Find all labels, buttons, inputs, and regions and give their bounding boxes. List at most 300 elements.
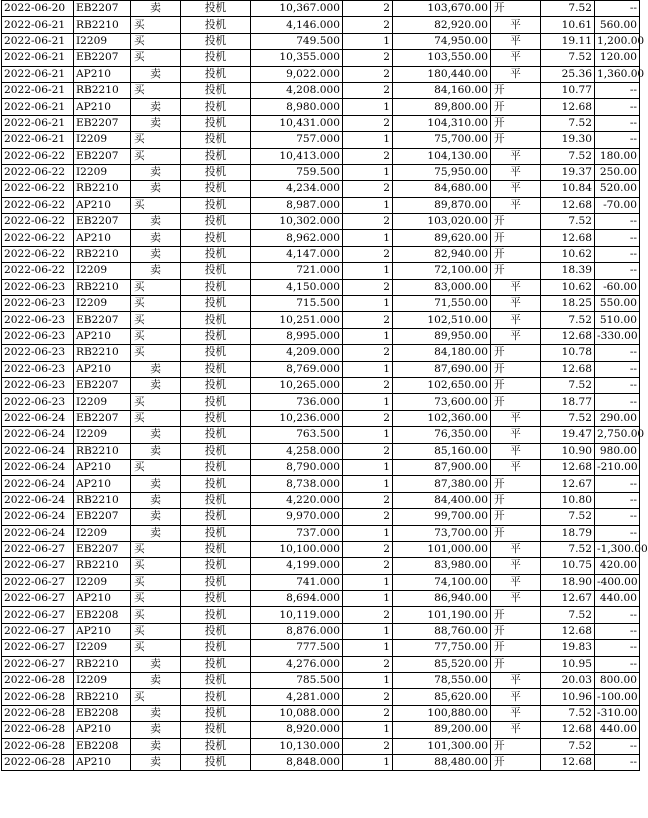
quantity-cell: 1 bbox=[343, 673, 393, 689]
open-close-cell: 开 bbox=[491, 214, 541, 230]
amount-cell: 104,130.00 bbox=[393, 148, 491, 164]
direction-cell: 买 bbox=[131, 33, 181, 49]
quantity-cell: 1 bbox=[343, 197, 393, 213]
table-row bbox=[2, 1, 640, 17]
fee-cell: 18.39 bbox=[541, 263, 595, 279]
amount-cell: 84,400.00 bbox=[393, 492, 491, 508]
table-row bbox=[2, 656, 640, 672]
contract-cell: RB2210 bbox=[74, 82, 131, 98]
trade-type-cell: 投机 bbox=[181, 623, 251, 639]
price-cell: 4,208.000 bbox=[251, 82, 343, 98]
price-cell: 10,119.000 bbox=[251, 607, 343, 623]
amount-cell: 88,760.00 bbox=[393, 623, 491, 639]
table-row bbox=[2, 427, 640, 443]
open-close-cell: 开 bbox=[491, 345, 541, 361]
direction-cell: 卖 bbox=[131, 361, 181, 377]
trade-date-cell: 2022-06-22 bbox=[2, 263, 74, 279]
direction-cell: 卖 bbox=[131, 164, 181, 180]
table-row bbox=[2, 279, 640, 295]
trade-type-cell: 投机 bbox=[181, 132, 251, 148]
profit-loss-cell: 120.00 bbox=[595, 50, 640, 66]
trade-date-cell: 2022-06-22 bbox=[2, 181, 74, 197]
amount-cell: 75,700.00 bbox=[393, 132, 491, 148]
price-cell: 10,367.000 bbox=[251, 1, 343, 17]
amount-cell: 71,550.00 bbox=[393, 296, 491, 312]
profit-loss-cell: -- bbox=[595, 246, 640, 262]
quantity-cell: 1 bbox=[343, 722, 393, 738]
profit-loss-cell: -- bbox=[595, 230, 640, 246]
trade-date-cell: 2022-06-21 bbox=[2, 66, 74, 82]
trade-type-cell: 投机 bbox=[181, 312, 251, 328]
trade-type-cell: 投机 bbox=[181, 509, 251, 525]
profit-loss-cell: -210.00 bbox=[595, 459, 640, 475]
price-cell: 763.500 bbox=[251, 427, 343, 443]
trade-date-cell: 2022-06-23 bbox=[2, 296, 74, 312]
fee-cell: 19.83 bbox=[541, 640, 595, 656]
quantity-cell: 2 bbox=[343, 148, 393, 164]
open-close-cell: 平 bbox=[491, 591, 541, 607]
table-row bbox=[2, 115, 640, 131]
fee-cell: 12.68 bbox=[541, 623, 595, 639]
direction-cell: 卖 bbox=[131, 214, 181, 230]
amount-cell: 101,190.00 bbox=[393, 607, 491, 623]
trade-type-cell: 投机 bbox=[181, 443, 251, 459]
trade-date-cell: 2022-06-21 bbox=[2, 50, 74, 66]
open-close-cell: 平 bbox=[491, 33, 541, 49]
amount-cell: 103,020.00 bbox=[393, 214, 491, 230]
price-cell: 4,220.000 bbox=[251, 492, 343, 508]
amount-cell: 75,950.00 bbox=[393, 164, 491, 180]
fee-cell: 7.52 bbox=[541, 1, 595, 17]
table-row bbox=[2, 623, 640, 639]
open-close-cell: 开 bbox=[491, 361, 541, 377]
trade-date-cell: 2022-06-23 bbox=[2, 394, 74, 410]
price-cell: 10,088.000 bbox=[251, 705, 343, 721]
trade-date-cell: 2022-06-28 bbox=[2, 722, 74, 738]
trade-type-cell: 投机 bbox=[181, 394, 251, 410]
profit-loss-cell: -- bbox=[595, 214, 640, 230]
contract-cell: I2209 bbox=[74, 132, 131, 148]
contract-cell: EB2207 bbox=[74, 312, 131, 328]
fee-cell: 19.30 bbox=[541, 132, 595, 148]
profit-loss-cell: -- bbox=[595, 525, 640, 541]
trade-type-cell: 投机 bbox=[181, 754, 251, 770]
price-cell: 10,265.000 bbox=[251, 377, 343, 393]
direction-cell: 买 bbox=[131, 623, 181, 639]
trade-date-cell: 2022-06-24 bbox=[2, 427, 74, 443]
fee-cell: 7.52 bbox=[541, 214, 595, 230]
contract-cell: I2209 bbox=[74, 263, 131, 279]
trade-type-cell: 投机 bbox=[181, 640, 251, 656]
quantity-cell: 2 bbox=[343, 541, 393, 557]
contract-cell: EB2207 bbox=[74, 148, 131, 164]
profit-loss-cell: -- bbox=[595, 132, 640, 148]
fee-cell: 7.52 bbox=[541, 50, 595, 66]
price-cell: 4,147.000 bbox=[251, 246, 343, 262]
profit-loss-cell: -- bbox=[595, 656, 640, 672]
direction-cell: 卖 bbox=[131, 525, 181, 541]
direction-cell: 买 bbox=[131, 558, 181, 574]
trade-date-cell: 2022-06-22 bbox=[2, 230, 74, 246]
contract-cell: EB2207 bbox=[74, 50, 131, 66]
trade-type-cell: 投机 bbox=[181, 689, 251, 705]
direction-cell: 卖 bbox=[131, 754, 181, 770]
profit-loss-cell: 520.00 bbox=[595, 181, 640, 197]
quantity-cell: 2 bbox=[343, 509, 393, 525]
amount-cell: 89,200.00 bbox=[393, 722, 491, 738]
open-close-cell: 平 bbox=[491, 181, 541, 197]
trade-date-cell: 2022-06-23 bbox=[2, 328, 74, 344]
quantity-cell: 2 bbox=[343, 705, 393, 721]
price-cell: 8,987.000 bbox=[251, 197, 343, 213]
trade-type-cell: 投机 bbox=[181, 115, 251, 131]
price-cell: 8,848.000 bbox=[251, 754, 343, 770]
open-close-cell: 平 bbox=[491, 66, 541, 82]
fee-cell: 19.47 bbox=[541, 427, 595, 443]
contract-cell: AP210 bbox=[74, 754, 131, 770]
price-cell: 8,980.000 bbox=[251, 99, 343, 115]
open-close-cell: 开 bbox=[491, 492, 541, 508]
contract-cell: RB2210 bbox=[74, 656, 131, 672]
contract-cell: I2209 bbox=[74, 673, 131, 689]
quantity-cell: 2 bbox=[343, 246, 393, 262]
table-row bbox=[2, 574, 640, 590]
direction-cell: 买 bbox=[131, 459, 181, 475]
price-cell: 4,276.000 bbox=[251, 656, 343, 672]
fee-cell: 12.68 bbox=[541, 459, 595, 475]
contract-cell: I2209 bbox=[74, 33, 131, 49]
contract-cell: AP210 bbox=[74, 328, 131, 344]
trade-date-cell: 2022-06-27 bbox=[2, 574, 74, 590]
quantity-cell: 2 bbox=[343, 558, 393, 574]
contract-cell: AP210 bbox=[74, 99, 131, 115]
contract-cell: EB2208 bbox=[74, 738, 131, 754]
fee-cell: 12.67 bbox=[541, 591, 595, 607]
trade-type-cell: 投机 bbox=[181, 197, 251, 213]
price-cell: 4,209.000 bbox=[251, 345, 343, 361]
table-row bbox=[2, 50, 640, 66]
contract-cell: EB2207 bbox=[74, 541, 131, 557]
contract-cell: AP210 bbox=[74, 361, 131, 377]
open-close-cell: 平 bbox=[491, 17, 541, 33]
amount-cell: 104,310.00 bbox=[393, 115, 491, 131]
amount-cell: 72,100.00 bbox=[393, 263, 491, 279]
price-cell: 10,302.000 bbox=[251, 214, 343, 230]
trade-type-cell: 投机 bbox=[181, 263, 251, 279]
quantity-cell: 1 bbox=[343, 640, 393, 656]
trade-type-cell: 投机 bbox=[181, 148, 251, 164]
table-row bbox=[2, 722, 640, 738]
trade-date-cell: 2022-06-24 bbox=[2, 410, 74, 426]
profit-loss-cell: -330.00 bbox=[595, 328, 640, 344]
direction-cell: 卖 bbox=[131, 377, 181, 393]
profit-loss-cell: 2,750.00 bbox=[595, 427, 640, 443]
quantity-cell: 2 bbox=[343, 115, 393, 131]
contract-cell: AP210 bbox=[74, 591, 131, 607]
table-row bbox=[2, 541, 640, 557]
open-close-cell: 开 bbox=[491, 230, 541, 246]
fee-cell: 10.78 bbox=[541, 345, 595, 361]
table-row bbox=[2, 33, 640, 49]
trade-date-cell: 2022-06-21 bbox=[2, 99, 74, 115]
profit-loss-cell: -- bbox=[595, 99, 640, 115]
price-cell: 8,995.000 bbox=[251, 328, 343, 344]
trade-type-cell: 投机 bbox=[181, 17, 251, 33]
profit-loss-cell: -- bbox=[595, 394, 640, 410]
fee-cell: 7.52 bbox=[541, 541, 595, 557]
trade-date-cell: 2022-06-28 bbox=[2, 689, 74, 705]
profit-loss-cell: 180.00 bbox=[595, 148, 640, 164]
trade-type-cell: 投机 bbox=[181, 541, 251, 557]
profit-loss-cell: -- bbox=[595, 82, 640, 98]
contract-cell: EB2207 bbox=[74, 214, 131, 230]
table-row bbox=[2, 525, 640, 541]
contract-cell: EB2208 bbox=[74, 607, 131, 623]
contract-cell: EB2207 bbox=[74, 410, 131, 426]
table-row bbox=[2, 230, 640, 246]
trade-date-cell: 2022-06-27 bbox=[2, 656, 74, 672]
contract-cell: RB2210 bbox=[74, 558, 131, 574]
fee-cell: 12.68 bbox=[541, 754, 595, 770]
table-row bbox=[2, 410, 640, 426]
table-row bbox=[2, 296, 640, 312]
trade-date-cell: 2022-06-24 bbox=[2, 492, 74, 508]
fee-cell: 25.36 bbox=[541, 66, 595, 82]
quantity-cell: 1 bbox=[343, 754, 393, 770]
direction-cell: 卖 bbox=[131, 476, 181, 492]
amount-cell: 84,160.00 bbox=[393, 82, 491, 98]
quantity-cell: 2 bbox=[343, 279, 393, 295]
open-close-cell: 开 bbox=[491, 82, 541, 98]
contract-cell: I2209 bbox=[74, 640, 131, 656]
amount-cell: 102,360.00 bbox=[393, 410, 491, 426]
profit-loss-cell: 510.00 bbox=[595, 312, 640, 328]
open-close-cell: 开 bbox=[491, 263, 541, 279]
amount-cell: 84,180.00 bbox=[393, 345, 491, 361]
contract-cell: RB2210 bbox=[74, 443, 131, 459]
price-cell: 4,150.000 bbox=[251, 279, 343, 295]
trade-date-cell: 2022-06-20 bbox=[2, 1, 74, 17]
contract-cell: I2209 bbox=[74, 394, 131, 410]
direction-cell: 买 bbox=[131, 17, 181, 33]
amount-cell: 87,900.00 bbox=[393, 459, 491, 475]
trade-date-cell: 2022-06-21 bbox=[2, 132, 74, 148]
amount-cell: 73,700.00 bbox=[393, 525, 491, 541]
amount-cell: 82,920.00 bbox=[393, 17, 491, 33]
table-row bbox=[2, 558, 640, 574]
quantity-cell: 2 bbox=[343, 492, 393, 508]
direction-cell: 卖 bbox=[131, 738, 181, 754]
trade-type-cell: 投机 bbox=[181, 492, 251, 508]
profit-loss-cell: -70.00 bbox=[595, 197, 640, 213]
quantity-cell: 2 bbox=[343, 656, 393, 672]
direction-cell: 买 bbox=[131, 689, 181, 705]
amount-cell: 83,000.00 bbox=[393, 279, 491, 295]
contract-cell: AP210 bbox=[74, 66, 131, 82]
fee-cell: 10.96 bbox=[541, 689, 595, 705]
trade-type-cell: 投机 bbox=[181, 410, 251, 426]
price-cell: 785.500 bbox=[251, 673, 343, 689]
trade-date-cell: 2022-06-21 bbox=[2, 82, 74, 98]
table-row bbox=[2, 673, 640, 689]
trade-date-cell: 2022-06-23 bbox=[2, 361, 74, 377]
quantity-cell: 1 bbox=[343, 296, 393, 312]
table-row bbox=[2, 82, 640, 98]
profit-loss-cell: 550.00 bbox=[595, 296, 640, 312]
profit-loss-cell: 800.00 bbox=[595, 673, 640, 689]
price-cell: 8,790.000 bbox=[251, 459, 343, 475]
profit-loss-cell: -60.00 bbox=[595, 279, 640, 295]
quantity-cell: 1 bbox=[343, 99, 393, 115]
price-cell: 4,199.000 bbox=[251, 558, 343, 574]
trade-type-cell: 投机 bbox=[181, 214, 251, 230]
contract-cell: I2209 bbox=[74, 296, 131, 312]
contract-cell: RB2210 bbox=[74, 181, 131, 197]
trade-type-cell: 投机 bbox=[181, 459, 251, 475]
fee-cell: 10.77 bbox=[541, 82, 595, 98]
trade-date-cell: 2022-06-28 bbox=[2, 738, 74, 754]
table-row bbox=[2, 689, 640, 705]
amount-cell: 74,950.00 bbox=[393, 33, 491, 49]
open-close-cell: 开 bbox=[491, 509, 541, 525]
amount-cell: 74,100.00 bbox=[393, 574, 491, 590]
fee-cell: 10.62 bbox=[541, 246, 595, 262]
price-cell: 8,920.000 bbox=[251, 722, 343, 738]
trade-date-cell: 2022-06-27 bbox=[2, 640, 74, 656]
trade-type-cell: 投机 bbox=[181, 525, 251, 541]
amount-cell: 88,480.00 bbox=[393, 754, 491, 770]
fee-cell: 7.52 bbox=[541, 410, 595, 426]
open-close-cell: 平 bbox=[491, 574, 541, 590]
direction-cell: 买 bbox=[131, 328, 181, 344]
direction-cell: 卖 bbox=[131, 509, 181, 525]
fee-cell: 10.80 bbox=[541, 492, 595, 508]
fee-cell: 7.52 bbox=[541, 607, 595, 623]
table-row bbox=[2, 17, 640, 33]
trade-date-cell: 2022-06-28 bbox=[2, 673, 74, 689]
trade-table-body bbox=[2, 1, 648, 771]
amount-cell: 100,880.00 bbox=[393, 705, 491, 721]
price-cell: 736.000 bbox=[251, 394, 343, 410]
trade-record-table bbox=[1, 0, 648, 771]
direction-cell: 买 bbox=[131, 279, 181, 295]
fee-cell: 18.90 bbox=[541, 574, 595, 590]
quantity-cell: 2 bbox=[343, 377, 393, 393]
contract-cell: RB2210 bbox=[74, 689, 131, 705]
contract-cell: RB2210 bbox=[74, 246, 131, 262]
price-cell: 10,100.000 bbox=[251, 541, 343, 557]
profit-loss-cell: -- bbox=[595, 115, 640, 131]
trade-date-cell: 2022-06-24 bbox=[2, 476, 74, 492]
fee-cell: 12.67 bbox=[541, 476, 595, 492]
contract-cell: AP210 bbox=[74, 623, 131, 639]
quantity-cell: 1 bbox=[343, 394, 393, 410]
contract-cell: RB2210 bbox=[74, 17, 131, 33]
quantity-cell: 2 bbox=[343, 689, 393, 705]
amount-cell: 103,550.00 bbox=[393, 50, 491, 66]
amount-cell: 101,300.00 bbox=[393, 738, 491, 754]
open-close-cell: 平 bbox=[491, 722, 541, 738]
trade-type-cell: 投机 bbox=[181, 705, 251, 721]
fee-cell: 7.52 bbox=[541, 377, 595, 393]
quantity-cell: 2 bbox=[343, 50, 393, 66]
open-close-cell: 平 bbox=[491, 427, 541, 443]
fee-cell: 7.52 bbox=[541, 148, 595, 164]
trade-date-cell: 2022-06-22 bbox=[2, 148, 74, 164]
amount-cell: 73,600.00 bbox=[393, 394, 491, 410]
quantity-cell: 2 bbox=[343, 345, 393, 361]
trade-type-cell: 投机 bbox=[181, 328, 251, 344]
contract-cell: RB2210 bbox=[74, 492, 131, 508]
profit-loss-cell: -- bbox=[595, 640, 640, 656]
quantity-cell: 2 bbox=[343, 738, 393, 754]
quantity-cell: 1 bbox=[343, 263, 393, 279]
table-row bbox=[2, 66, 640, 82]
price-cell: 10,130.000 bbox=[251, 738, 343, 754]
trade-type-cell: 投机 bbox=[181, 476, 251, 492]
profit-loss-cell: -- bbox=[595, 345, 640, 361]
open-close-cell: 开 bbox=[491, 476, 541, 492]
direction-cell: 买 bbox=[131, 50, 181, 66]
contract-cell: I2209 bbox=[74, 164, 131, 180]
profit-loss-cell: -- bbox=[595, 738, 640, 754]
direction-cell: 卖 bbox=[131, 66, 181, 82]
amount-cell: 89,800.00 bbox=[393, 99, 491, 115]
direction-cell: 卖 bbox=[131, 1, 181, 17]
amount-cell: 102,650.00 bbox=[393, 377, 491, 393]
quantity-cell: 2 bbox=[343, 312, 393, 328]
quantity-cell: 1 bbox=[343, 476, 393, 492]
profit-loss-cell: -- bbox=[595, 361, 640, 377]
amount-cell: 76,350.00 bbox=[393, 427, 491, 443]
trade-date-cell: 2022-06-23 bbox=[2, 377, 74, 393]
amount-cell: 77,750.00 bbox=[393, 640, 491, 656]
table-row bbox=[2, 345, 640, 361]
amount-cell: 103,670.00 bbox=[393, 1, 491, 17]
fee-cell: 10.84 bbox=[541, 181, 595, 197]
open-close-cell: 开 bbox=[491, 623, 541, 639]
quantity-cell: 1 bbox=[343, 427, 393, 443]
trade-date-cell: 2022-06-23 bbox=[2, 312, 74, 328]
profit-loss-cell: 440.00 bbox=[595, 722, 640, 738]
open-close-cell: 开 bbox=[491, 1, 541, 17]
profit-loss-cell: -- bbox=[595, 263, 640, 279]
direction-cell: 卖 bbox=[131, 673, 181, 689]
quantity-cell: 2 bbox=[343, 410, 393, 426]
quantity-cell: 1 bbox=[343, 574, 393, 590]
direction-cell: 买 bbox=[131, 541, 181, 557]
quantity-cell: 2 bbox=[343, 66, 393, 82]
fee-cell: 18.25 bbox=[541, 296, 595, 312]
trade-type-cell: 投机 bbox=[181, 558, 251, 574]
price-cell: 10,355.000 bbox=[251, 50, 343, 66]
table-row bbox=[2, 459, 640, 475]
direction-cell: 买 bbox=[131, 132, 181, 148]
fee-cell: 7.52 bbox=[541, 738, 595, 754]
direction-cell: 卖 bbox=[131, 705, 181, 721]
quantity-cell: 1 bbox=[343, 164, 393, 180]
fee-cell: 10.75 bbox=[541, 558, 595, 574]
fee-cell: 12.68 bbox=[541, 99, 595, 115]
trade-type-cell: 投机 bbox=[181, 607, 251, 623]
price-cell: 9,022.000 bbox=[251, 66, 343, 82]
direction-cell: 卖 bbox=[131, 443, 181, 459]
table-row bbox=[2, 476, 640, 492]
amount-cell: 85,520.00 bbox=[393, 656, 491, 672]
table-row bbox=[2, 394, 640, 410]
trade-date-cell: 2022-06-27 bbox=[2, 591, 74, 607]
direction-cell: 买 bbox=[131, 591, 181, 607]
